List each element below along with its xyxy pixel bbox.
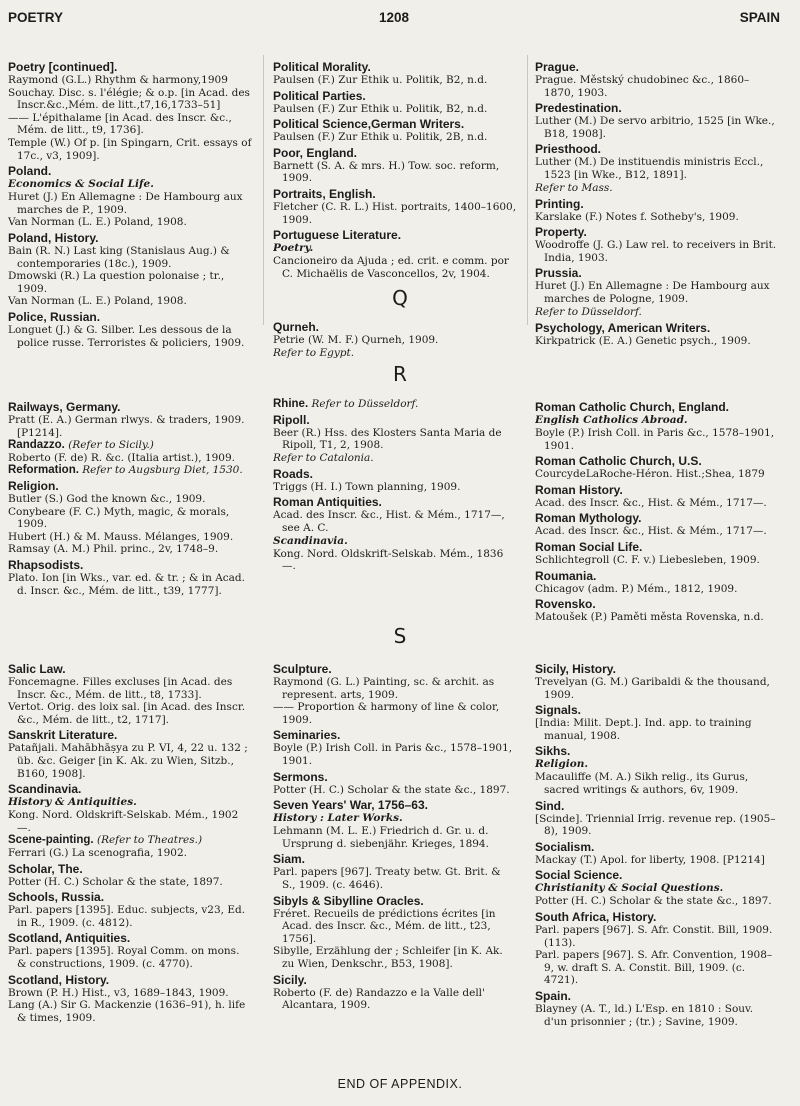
bibliographic-entry: Parl. papers [1395]. Educ. subjects, v23, Ed. in R., 1909. (c. 4812).: [8, 904, 246, 929]
column-r-middle: [273, 398, 517, 573]
column-top-middle: [273, 58, 517, 280]
subject-heading: Scotland, Antiquities.: [8, 931, 131, 946]
subject-heading: Roman Social Life.: [535, 539, 643, 554]
subject-heading: Rhine.: [273, 398, 309, 410]
cross-reference: (Refer to Theatres.): [96, 834, 203, 847]
bibliographic-entry: Mackay (T.) Apol. for liberty, 1908. [P1214]: [535, 853, 765, 866]
end-of-appendix: END OF APPENDIX.: [337, 1077, 463, 1091]
subject-heading: Scandinavia.: [8, 782, 82, 797]
subject-heading: Property.: [535, 225, 587, 240]
bibliographic-entry: Van Norman (L. E.) Poland, 1908.: [8, 216, 187, 229]
subheading: Scandinavia.: [273, 534, 348, 547]
bibliographic-entry: Fletcher (C. R. L.) Hist. portraits, 1400–1600, 1909.: [273, 200, 517, 226]
column-s-left: [8, 660, 252, 1024]
subject-heading: Portraits, English.: [273, 186, 376, 201]
header-right: SPAIN: [739, 10, 780, 25]
subject-heading: Political Parties.: [273, 88, 366, 103]
bibliographic-entry: Parl. papers [967]. S. Afr. Convention, 1908–9, w. draft S. A. Constit. Bill, 1909. (c. 4721).: [535, 949, 773, 987]
subject-heading: Psychology, American Writers.: [535, 320, 711, 335]
bibliographic-entry: Kirkpatrick (E. A.) Genetic psych., 1909.: [535, 334, 751, 347]
bibliographic-entry: Potter (H. C.) Scholar & the state &c., 1897.: [273, 783, 510, 796]
subject-heading: Schools, Russia.: [8, 890, 105, 905]
subject-heading: Railways, Germany.: [8, 400, 121, 414]
subject-heading: Predestination.: [535, 101, 622, 116]
bibliographic-entry: Ferrari (G.) La scenografia, 1902.: [8, 846, 187, 859]
bibliographic-entry: Patañjali. Mahābhāṣya zu P. VI, 4, 22 u. 132 ; üb. &c. Geiger [in K. Ak. zu Wien, Sitzb., B160, 1908].: [8, 742, 248, 780]
cross-reference: Refer to Düsseldorf.: [311, 398, 419, 410]
bibliographic-entry: Blayney (A. T., ld.) L'Esp. en 1810 : Souv. d'un prisonnier ; (tr.) ; Savine, 1909.: [535, 1002, 754, 1028]
bibliographic-entry: Vertot. Orig. des loix sal. [in Acad. des Inscr. &c., Mém. de litt., t2, 1717].: [8, 701, 246, 726]
bibliographic-entry: Luther (M.) De instituendis ministris Eccl., 1523 [in Wke., B12, 1891].: [535, 156, 764, 181]
bibliographic-entry: Raymond (G. L.) Painting, sc. & archit. as represent. arts, 1909.: [273, 676, 495, 701]
bibliographic-entry: Ramsay (A. M.) Phil. princ., 2v, 1748–9.: [8, 543, 219, 556]
bibliographic-entry: Boyle (P.) Irish Coll. in Paris &c., 1578–1901, 1901.: [273, 742, 513, 767]
subject-heading: Roman Catholic Church, England.: [535, 400, 730, 414]
subject-heading: Randazzo.: [8, 439, 65, 452]
bibliographic-entry: Petrie (W. M. F.) Qurneh, 1909.: [273, 334, 439, 346]
cross-reference: Refer to Düsseldorf.: [535, 305, 642, 318]
bibliographic-entry: Butler (S.) God the known &c., 1909.: [8, 492, 206, 505]
bibliographic-entry: Bain (R. N.) Last king (Stanislaus Aug.) & contemporaries (18c.), 1909.: [8, 244, 230, 270]
bibliographic-entry: Brown (P. H.) Hist., v3, 1689–1843, 1909.: [8, 986, 229, 999]
column-rule: [263, 55, 264, 325]
subheading: History & Antiquities.: [8, 796, 137, 809]
bibliographic-entry: [Scinde]. Triennial Irrig. revenue rep. (1905–8), 1909.: [535, 812, 776, 838]
letter-divider-s: S: [393, 624, 407, 648]
bibliographic-entry: Temple (W.) Of p. [in Spingarn, Crit. essays of 17c., v3, 1909].: [8, 136, 252, 162]
bibliographic-entry: Kong. Nord. Oldskrift-Selskab. Mém., 1902—.: [8, 809, 239, 834]
bibliographic-entry: Parl. papers [967]. Treaty betw. Gt. Brit. & S., 1909. (c. 4646).: [273, 866, 501, 891]
bibliographic-entry: Van Norman (L. E.) Poland, 1908.: [8, 295, 187, 308]
bibliographic-entry: Fréret. Recueils de prédictions écrites [in Acad. des Inscr. &c., Mém. de litt., t23, 1756].: [273, 907, 496, 945]
subject-heading: Siam.: [273, 852, 306, 867]
subheading: Poetry.: [273, 242, 314, 255]
subject-heading: Ripoll.: [273, 412, 310, 427]
subject-heading: Poor, England.: [273, 145, 358, 160]
subject-heading: Printing.: [535, 196, 584, 211]
subject-heading: Poland, History.: [8, 230, 99, 245]
subject-heading: Poetry [continued].: [8, 60, 118, 74]
cross-reference: Refer to Augsburg Diet, 1530.: [82, 464, 243, 477]
bibliographic-entry: Woodroffe (J. G.) Law rel. to receivers in Brit. India, 1903.: [535, 239, 777, 264]
subheading: Religion.: [535, 758, 589, 771]
subject-heading: Sind.: [535, 798, 565, 813]
bibliographic-entry: Foncemagne. Filles excluses [in Acad. des Inscr. &c., Mém. de litt., t8, 1733].: [8, 676, 233, 701]
bibliographic-entry: Dmowski (R.) La question polonaise ; tr., 1909.: [8, 270, 225, 295]
column-rule: [527, 55, 528, 325]
subject-heading: Seven Years' War, 1756–63.: [273, 798, 428, 813]
bibliographic-entry: Kong. Nord. Oldskrift-Selskab. Mém., 1836—.: [273, 547, 504, 573]
bibliographic-entry: Boyle (P.) Irish Coll. in Paris &c., 1578–1901, 1901.: [535, 427, 775, 452]
header-left: POETRY: [8, 10, 64, 25]
bibliographic-entry: Karslake (F.) Notes f. Sotheby's, 1909.: [535, 210, 739, 223]
subject-heading: Prussia.: [535, 266, 582, 281]
heading-with-reference: [8, 439, 252, 452]
subject-heading: Sikhs.: [535, 744, 571, 759]
bibliographic-entry: Potter (H. C.) Scholar & the state, 1897.: [8, 875, 223, 888]
subject-heading: Poland.: [8, 164, 52, 179]
subheading: Economics & Social Life.: [8, 178, 154, 191]
subject-heading: Signals.: [535, 703, 582, 718]
bibliographic-entry: Conybeare (F. C.) Myth, magic, & morals, 1909.: [8, 505, 230, 531]
bibliographic-entry: Souchay. Disc. s. l'élégie; & o.p. [in Acad. des Inscr.&c.,Mém. de litt.,t7,16,1733–51]: [8, 86, 250, 112]
subject-heading: Sermons.: [273, 769, 328, 784]
column-r-left: [8, 398, 252, 597]
column-s-right: [535, 660, 779, 1028]
bibliographic-entry: Plato. Ion [in Wks., var. ed. & tr. ; & in Acad. d. Inscr. &c., Mém. de litt., t39, 1777].: [8, 571, 245, 597]
bibliographic-entry: Parl. papers [967]. S. Afr. Constit. Bill, 1909. (113).: [535, 923, 773, 949]
subject-heading: Roman Catholic Church, U.S.: [535, 454, 702, 469]
bibliographic-entry: Huret (J.) En Allemagne : De Hambourg aux marches de Pologne, 1909.: [535, 280, 770, 305]
letter-divider-q: Q: [392, 286, 408, 310]
bibliographic-entry: Raymond (G.L.) Rhythm & harmony,1909: [8, 74, 228, 86]
subject-heading: Qurneh.: [273, 320, 320, 334]
bibliographic-entry: CourcydeLaRoche-Héron. Hist.;Shea, 1879: [535, 468, 765, 481]
bibliographic-entry: Barnett (S. A. & mrs. H.) Tow. soc. reform, 1909.: [273, 159, 500, 185]
column-q: [273, 318, 517, 360]
subheading: Christianity & Social Questions.: [535, 882, 724, 895]
subject-heading: Police, Russian.: [8, 309, 101, 324]
bibliographic-entry: Sibylle, Erzählung der ; Schleifer [in K. Ak. zu Wien, Denkschr., B53, 1908].: [273, 945, 503, 970]
subject-heading: Sicily, History.: [535, 662, 616, 676]
bibliographic-entry: Longuet (J.) & G. Silber. Les dessous de la police russe. Terroristes & policiers, 1909.: [8, 323, 245, 349]
bibliographic-entry: Paulsen (F.) Zur Ethik u. Politik, B2, n.d.: [273, 102, 488, 115]
subject-heading: Political Morality.: [273, 60, 371, 74]
subject-heading: Roman Antiquities.: [273, 495, 382, 510]
subject-heading: Roads.: [273, 466, 314, 481]
bibliographic-entry: Paulsen (F.) Zur Ethik u. Politik, B2, n.d.: [273, 74, 488, 86]
column-top-left: [8, 58, 252, 349]
subject-heading: Portuguese Literature.: [273, 228, 402, 243]
subject-heading: Scotland, History.: [8, 972, 110, 987]
page-number: 1208: [378, 10, 410, 25]
subject-heading: Salic Law.: [8, 662, 66, 676]
bibliographic-entry: Acad. des Inscr. &c., Hist. & Mém., 1717—, see A. C.: [273, 509, 505, 534]
bibliographic-entry: Acad. des Inscr. &c., Hist. & Mém., 1717—.: [535, 496, 767, 509]
heading-with-reference: [8, 464, 252, 477]
subject-heading: Sicily.: [273, 972, 307, 987]
cross-reference: Refer to Egypt.: [273, 346, 355, 359]
subject-heading: Rovensko.: [535, 597, 596, 612]
bibliographic-entry: Paulsen (F.) Zur Ethik u. Politik, 2B, n.d.: [273, 131, 488, 144]
bibliographic-entry: Prague. Městský chudobinec &c., 1860–1870, 1903.: [535, 74, 750, 99]
subject-heading: Social Science.: [535, 868, 623, 883]
subject-heading: Religion.: [8, 478, 59, 493]
bibliographic-entry: Hubert (H.) & M. Mauss. Mélanges, 1909.: [8, 530, 234, 543]
cross-reference: Refer to Mass.: [535, 181, 613, 194]
subheading: History : Later Works.: [273, 812, 403, 825]
bibliographic-entry: Schlichtegroll (C. F. v.) Liebesleben, 1909.: [535, 553, 760, 566]
bibliographic-entry: Potter (H. C.) Scholar & the state &c., 1897.: [535, 895, 772, 908]
subject-heading: Roumania.: [535, 568, 597, 583]
bibliographic-entry: Beer (R.) Hss. des Klosters Santa Maria de Ripoll, T1, 2, 1908.: [273, 426, 502, 452]
subheading: English Catholics Abroad.: [535, 414, 688, 426]
bibliographic-entry: Acad. des Inscr. &c., Hist. & Mém., 1717—.: [535, 525, 767, 538]
subject-heading: South Africa, History.: [535, 909, 657, 924]
cross-reference: (Refer to Sicily.): [68, 439, 154, 452]
bibliographic-entry: Huret (J.) En Allemagne : De Hambourg aux marches de P., 1909.: [8, 191, 243, 216]
bibliographic-entry: Triggs (H. I.) Town planning, 1909.: [273, 480, 461, 493]
subject-heading: Priesthood.: [535, 142, 602, 157]
bibliographic-entry: Lang (A.) Sir G. Mackenzie (1636–91), h. life & times, 1909.: [8, 999, 246, 1024]
subject-heading: Reformation.: [8, 464, 79, 477]
bibliographic-entry: Roberto (F. de) Randazzo e la Valle dell' Alcantara, 1909.: [273, 986, 485, 1012]
bibliographic-entry: Luther (M.) De servo arbitrio, 1525 [in Wke., B18, 1908].: [535, 115, 775, 140]
running-header: [8, 12, 780, 30]
subject-heading: Socialism.: [535, 839, 595, 854]
column-s-middle: [273, 660, 517, 1012]
cross-reference: Refer to Catalonia.: [273, 451, 374, 464]
bibliographic-entry: Chicagov (adm. P.) Mém., 1812, 1909.: [535, 582, 738, 595]
letter-divider-r: R: [393, 362, 407, 386]
subject-heading: Roman Mythology.: [535, 511, 642, 526]
subject-heading: Prague.: [535, 60, 580, 74]
bibliographic-entry: Matoušek (P.) Paměti města Rovenska, n.d.: [535, 611, 764, 624]
bibliographic-entry: Pratt (E. A.) German rlwys. & traders, 1909. [P1214].: [8, 414, 245, 439]
column-r-right: [535, 398, 779, 624]
subject-heading: Sanskrit Literature.: [8, 728, 118, 743]
bibliographic-entry: Lehmann (M. L. E.) Friedrich d. Gr. u. d. Ursprung d. siebenjähr. Krieges, 1894.: [273, 825, 489, 850]
bibliographic-entry: Parl. papers [1395]. Royal Comm. on mons. & constructions, 1909. (c. 4770).: [8, 945, 240, 970]
subject-heading: Roman History.: [535, 482, 623, 497]
subject-heading: Sculpture.: [273, 662, 332, 676]
heading-with-reference: [8, 834, 252, 847]
heading-with-reference: [273, 398, 517, 411]
bibliographic-entry: Roberto (F. de) R. &c. (Italia artist.), 1909.: [8, 451, 236, 464]
subject-heading: Scholar, The.: [8, 861, 83, 876]
bibliographic-entry: [India: Milit. Dept.]. Ind. app. to training manual, 1908.: [535, 717, 752, 742]
bibliographic-entry: —— Proportion & harmony of line & color, 1909.: [273, 701, 500, 726]
bibliographic-entry: Trevelyan (G. M.) Garibaldi & the thousand, 1909.: [535, 676, 770, 701]
subject-heading: Political Science,German Writers.: [273, 117, 465, 132]
subject-heading: Rhapsodists.: [8, 557, 84, 572]
subject-heading: Scene-painting.: [8, 834, 94, 847]
subject-heading: Seminaries.: [273, 728, 341, 743]
subject-heading: Sibyls & Sibylline Oracles.: [273, 893, 424, 908]
bibliographic-entry: Cancioneiro da Ajuda ; ed. crit. e comm. por C. Michaëlis de Vasconcellos, 2v, 1904.: [273, 255, 509, 280]
bibliographic-entry: —— L'épithalame [in Acad. des Inscr. &c., Mém. de litt., t9, 1736].: [8, 111, 232, 137]
bibliographic-entry: Macauliffe (M. A.) Sikh relig., its Gurus, sacred writings & authors, 6v, 1909.: [535, 771, 749, 796]
subject-heading: Spain.: [535, 988, 572, 1003]
